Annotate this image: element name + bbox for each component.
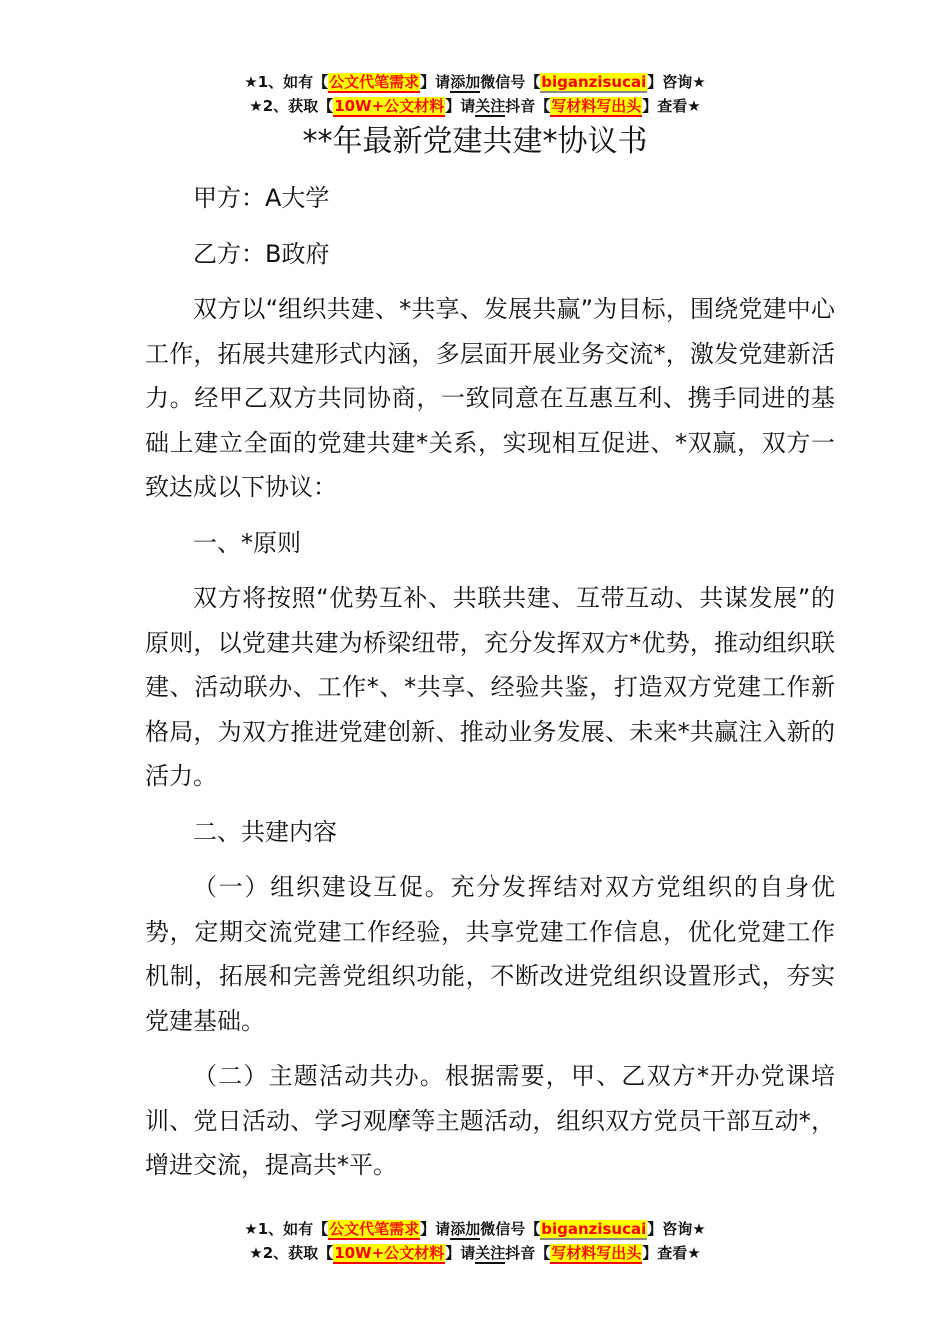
- banner-line-2: ★2、获取【10W+公文材料】请关注抖音【写材料写出头】查看★: [249, 97, 701, 115]
- highlight-wechat-id: biganzisucai: [541, 1220, 647, 1238]
- section-2-heading: 二、共建内容: [193, 817, 337, 846]
- section-1-heading: 一、*原则: [193, 528, 301, 557]
- party-a: 甲方：A大学: [193, 184, 330, 212]
- party-b: 乙方：B政府: [193, 239, 330, 268]
- highlight-service: 公文代笔需求: [329, 1220, 420, 1238]
- banner-line-1: ★1、如有【公文代笔需求】请添加微信号【biganzisucai】咨询★: [244, 73, 706, 91]
- header-banner: [0, 70, 950, 118]
- highlight-service: 公文代笔需求: [329, 73, 420, 91]
- section-2-item-2: （二）主题活动共办。根据需要，甲、乙双方*开办党课培训、党日活动、学习观摩等主题活动，组织双方党员干部互动*，增进交流，提高共*平。: [145, 1062, 835, 1179]
- document-body: [145, 176, 835, 1199]
- intro-paragraph: 双方以“组织共建、*共享、发展共赢”为目标，围绕党建中心工作，拓展共建形式内涵，多层面开展业务交流*，激发党建新活力。经甲乙双方共同协商，一致同意在互惠互利、携手同进的基础上建立全面的党建共建*关系，实现相互促进、*双赢，双方一致达成以下协议：: [145, 295, 835, 501]
- footer-banner: [0, 1217, 950, 1265]
- document-title: **年最新党建共建*协议书: [302, 124, 648, 159]
- highlight-douyin: 写材料写出头: [551, 1244, 642, 1262]
- footer-line-2: ★2、获取【10W+公文材料】请关注抖音【写材料写出头】查看★: [249, 1244, 701, 1262]
- highlight-materials: 10W+公文材料: [334, 1244, 445, 1262]
- section-2-item-1: （一）组织建设互促。充分发挥结对双方党组织的自身优势，定期交流党建工作经验，共享党建工作信息，优化党建工作机制，拓展和完善党组织功能，不断改进党组织设置形式，夯实党建基础。: [145, 873, 835, 1035]
- section-1-body: 双方将按照“优势互补、共联共建、互带互动、共谋发展”的原则，以党建共建为桥梁纽带，充分发挥双方*优势，推动组织联建、活动联办、工作*、*共享、经验共鉴，打造双方党建工作新格局，为双方推进党建创新、推动业务发展、未来*共赢注入新的活力。: [145, 584, 835, 790]
- highlight-douyin: 写材料写出头: [551, 97, 642, 115]
- footer-line-1: ★1、如有【公文代笔需求】请添加微信号【biganzisucai】咨询★: [244, 1220, 706, 1238]
- highlight-wechat-id: biganzisucai: [541, 73, 647, 91]
- highlight-materials: 10W+公文材料: [334, 97, 445, 115]
